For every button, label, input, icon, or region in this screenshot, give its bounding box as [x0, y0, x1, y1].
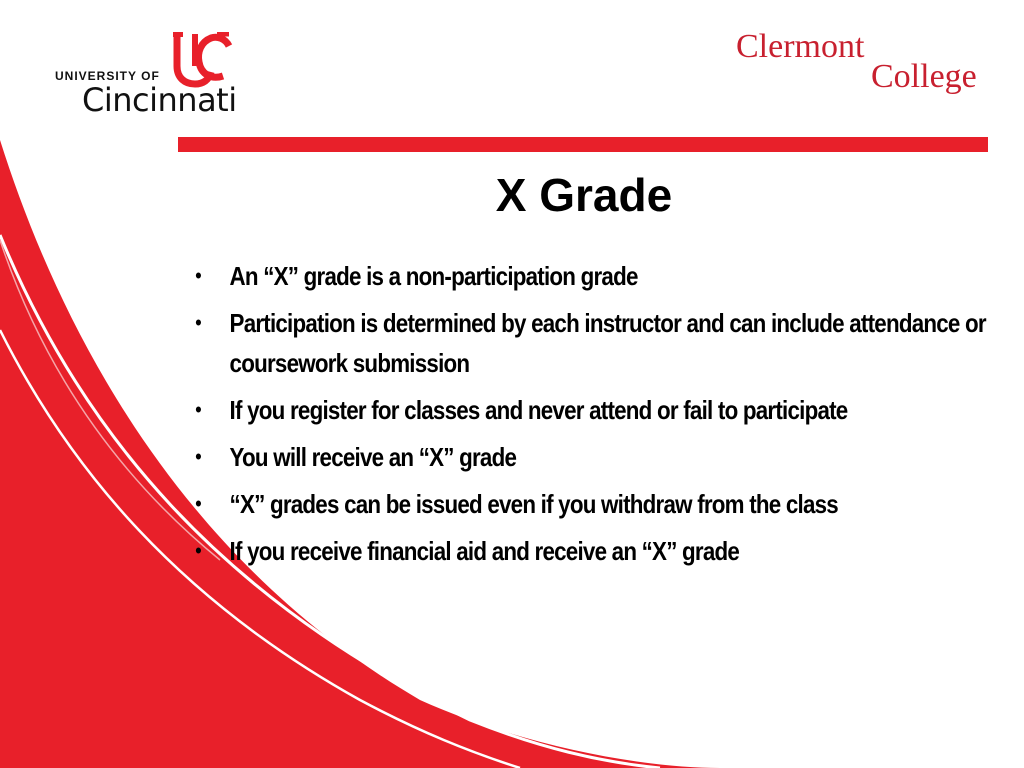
bullet-item [190, 484, 986, 524]
uc-logo-line1: UNIVERSITY OF [55, 69, 160, 83]
bullet-marker: • [195, 310, 202, 335]
bullet-text: If you receive financial aid and receive an “X” grade [229, 536, 740, 566]
bullet-marker: • [195, 538, 202, 563]
bullet-item [190, 437, 986, 477]
bullet-item [190, 256, 986, 296]
clermont-college-logo [736, 30, 996, 100]
slide-title: X Grade [495, 169, 673, 221]
clermont-logo-word2: College [871, 58, 977, 95]
bullet-item [190, 390, 986, 430]
university-of-cincinnati-logo [55, 32, 255, 122]
bullet-marker: • [195, 263, 202, 288]
uc-logo-line2: Cincinnati [82, 81, 237, 119]
bullet-marker: • [195, 444, 202, 469]
uc-mark-icon [173, 32, 233, 88]
bullet-list [190, 256, 986, 578]
bullet-text: An “X” grade is a non-participation grade [229, 261, 638, 291]
header-red-bar [178, 137, 988, 152]
bullet-item [190, 531, 986, 571]
bullet-text: “X” grades can be issued even if you withdraw from the class [229, 489, 838, 519]
bullet-text: If you register for classes and never attend or fail to participate [229, 395, 848, 425]
bullet-item [190, 303, 986, 383]
bullet-marker: • [195, 397, 202, 422]
clermont-logo-word1: Clermont [736, 28, 865, 65]
bullet-text: Participation is determined by each instructor and can include attendance or coursework submission [229, 308, 986, 378]
bullet-text: You will receive an “X” grade [229, 442, 517, 472]
bullet-marker: • [195, 491, 202, 516]
